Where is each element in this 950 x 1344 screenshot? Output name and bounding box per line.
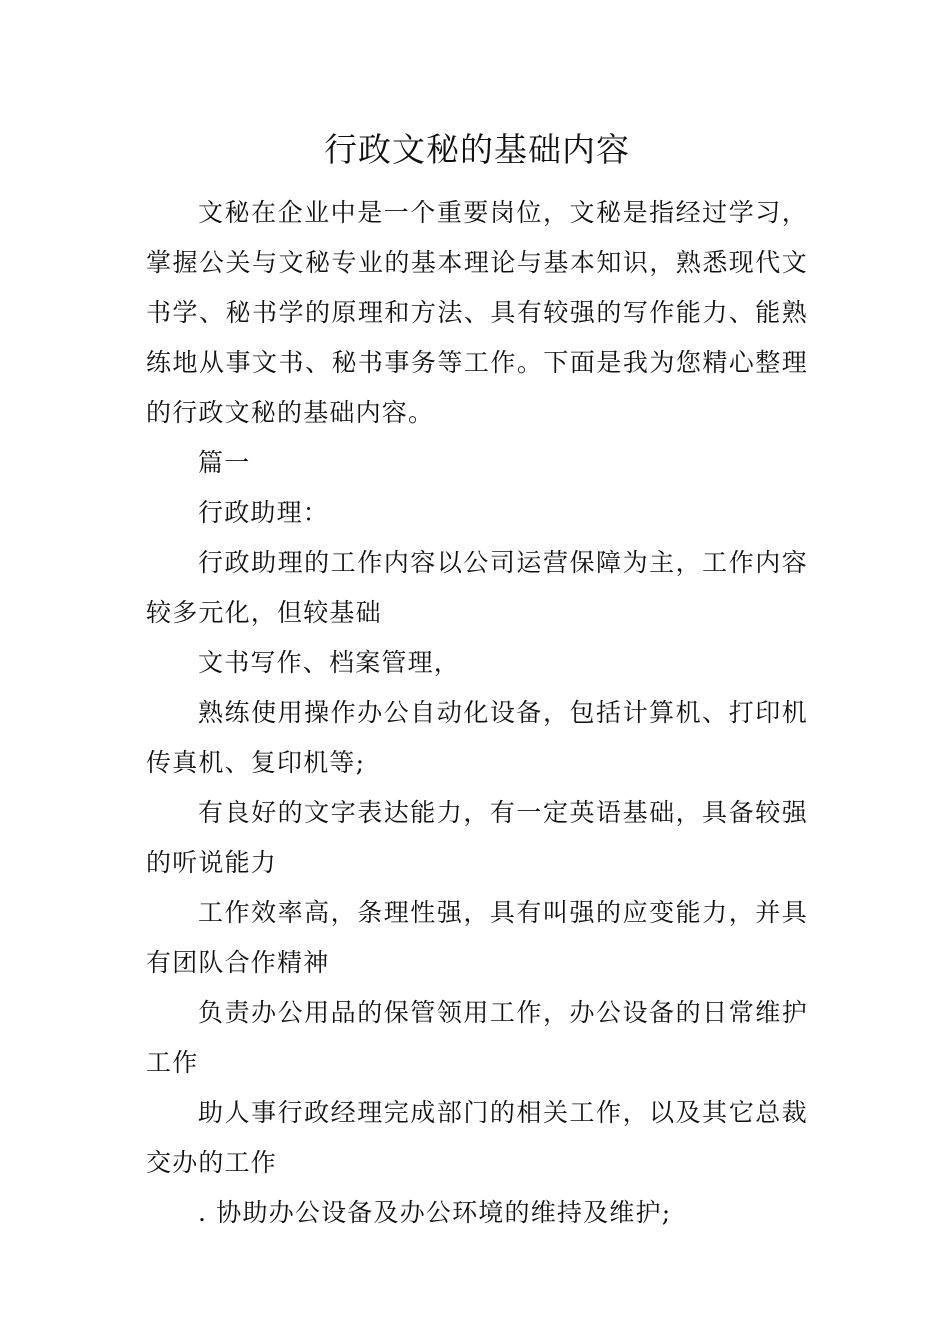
paragraph-office-equipment: 熟练使用操作办公自动化设备，包括计算机、打印机传真机、复印机等; [146,698,808,777]
paragraph-supplies: 负责办公用品的保管领用工作，办公设备的日常维护工作 [146,998,808,1077]
paragraph-writing-archive: 文书写作、档案管理， [198,648,461,677]
paragraph-role-summary: 行政助理的工作内容以公司运营保障为主，工作内容较多元化，但较基础 [146,548,808,627]
paragraph-intro: 文秘在企业中是一个重要岗位，文秘是指经过学习，掌握公关与文秘专业的基本理论与基本知识，熟悉现代文书学、秘书学的原理和方法、具有较强的写作能力、能熟练地从事文书、秘书事务等工作。下面是我为您精心整理的行政文秘的基础内容。 [146,198,808,427]
paragraph-efficiency: 工作效率高，条理性强，具有叫强的应变能力，并具有团队合作精神 [146,898,808,977]
paragraph-language-skill: 有良好的文字表达能力，有一定英语基础，具备较强的听说能力 [146,798,808,877]
paragraph-section-label: 篇一 [198,448,251,477]
paragraph-maintenance: . 协助办公设备及办公环境的维持及维护; [198,1198,672,1227]
paragraph-role-heading: 行政助理： [198,498,330,527]
document-title: 行政文秘的基础内容 [324,130,630,169]
paragraph-assist-manager: 助人事行政经理完成部门的相关工作，以及其它总裁交办的工作 [146,1098,808,1177]
